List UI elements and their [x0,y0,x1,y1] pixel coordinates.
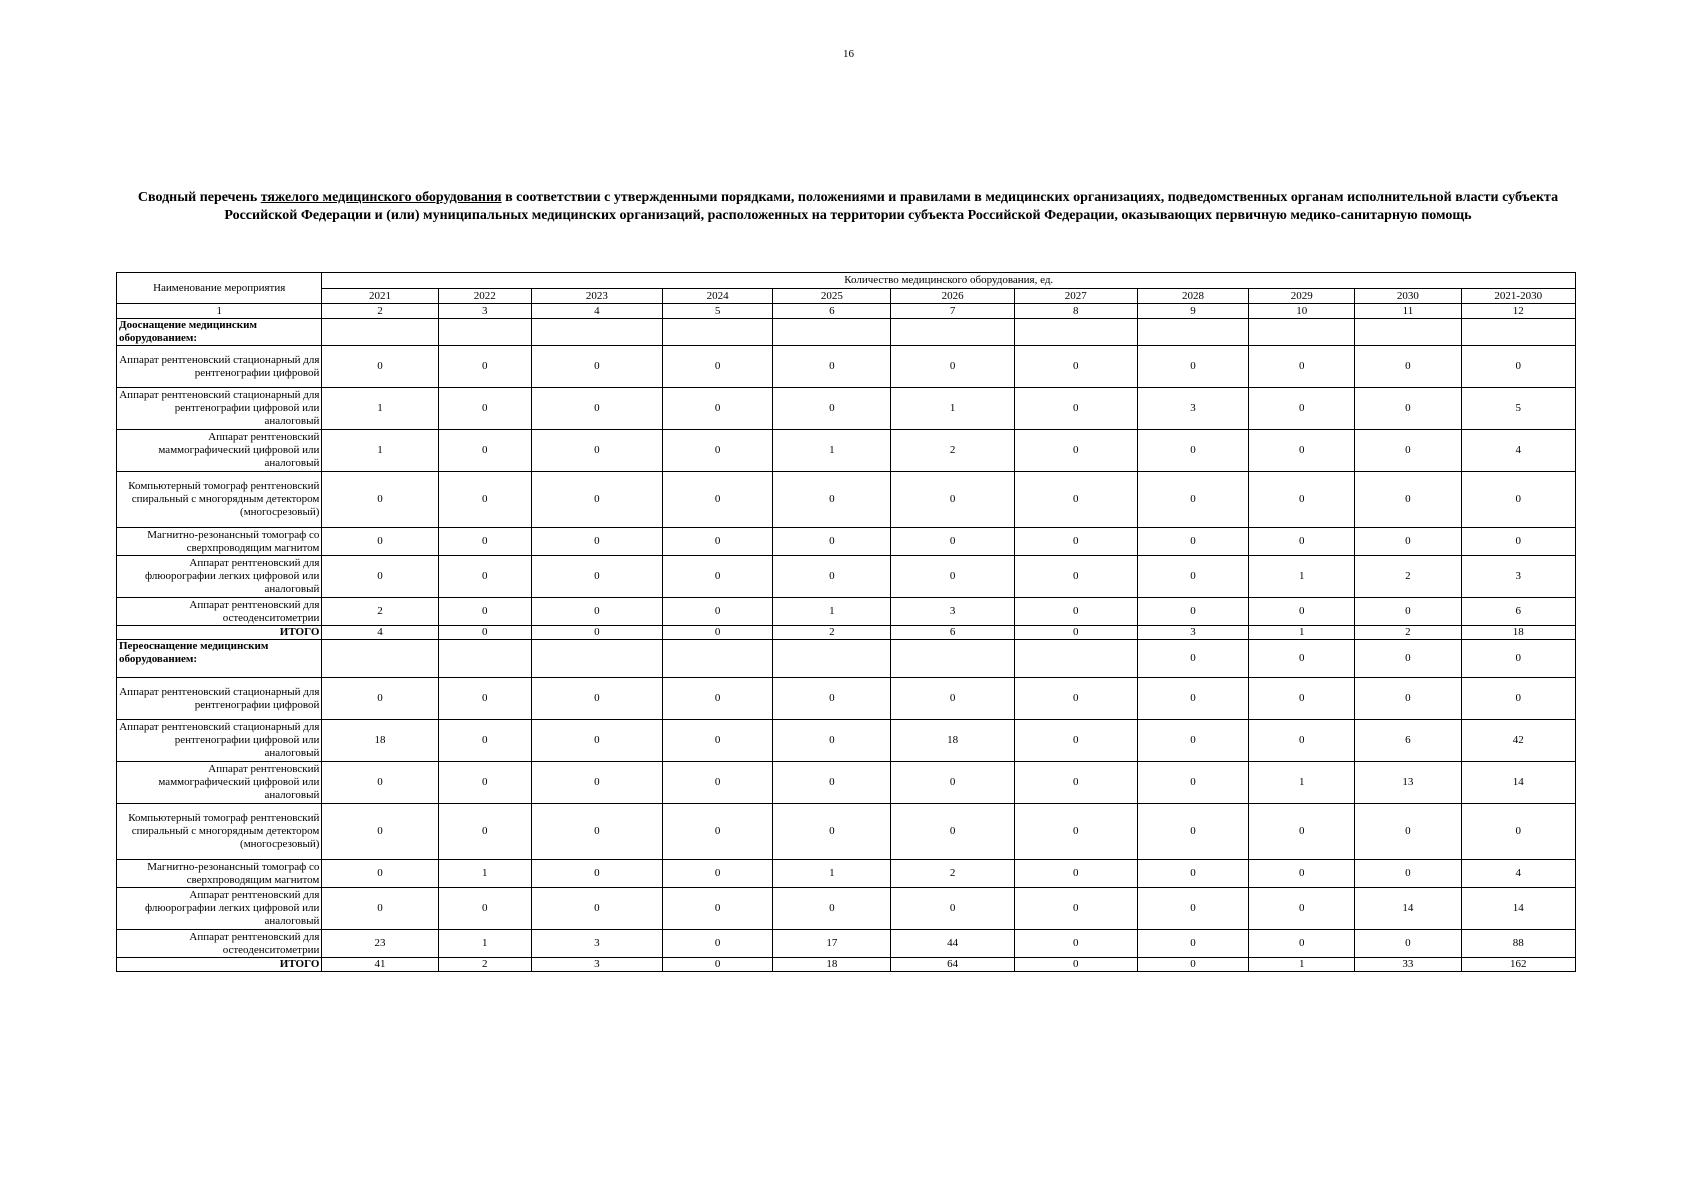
column-number: 3 [438,304,531,319]
total-cell: 18 [773,958,891,972]
equipment-name: Компьютерный томограф рентгеновский спиральный с многорядным детектором (многосрезовый) [117,472,322,528]
total-cell: 2 [1355,626,1461,640]
col-name-header: Наименование мероприятия [117,273,322,304]
equipment-name: Аппарат рентгеновский для остеоденситометрии [117,598,322,626]
table-cell: 6 [1355,720,1461,762]
table-cell: 0 [1137,930,1248,958]
table-cell: 0 [322,860,438,888]
table-cell: 0 [1355,346,1461,388]
table-cell [438,319,531,346]
year-header: 2030 [1355,289,1461,304]
table-row [117,678,1576,720]
table-cell: 0 [1249,640,1355,678]
table-cell: 0 [891,528,1014,556]
table-cell: 0 [1461,346,1575,388]
table-cell: 0 [1461,528,1575,556]
total-cell: 162 [1461,958,1575,972]
table-cell: 0 [1137,640,1248,678]
table-cell: 14 [1461,762,1575,804]
table-cell: 0 [663,388,773,430]
table-cell: 0 [438,556,531,598]
equipment-name: Аппарат рентгеновский стационарный для рентгенографии цифровой [117,346,322,388]
table-cell: 0 [1355,472,1461,528]
table-cell: 0 [531,472,662,528]
table-cell: 0 [531,556,662,598]
total-cell: 2 [438,958,531,972]
equipment-name: Аппарат рентгеновский маммографический цифровой или аналоговый [117,430,322,472]
table-cell: 0 [1461,640,1575,678]
table-cell: 0 [1355,860,1461,888]
table-cell: 3 [1461,556,1575,598]
equipment-name: Аппарат рентгеновский для флюорографии легких цифровой или аналоговый [117,556,322,598]
table-row [117,804,1576,860]
table-cell [891,640,1014,678]
table-cell: 0 [1014,472,1137,528]
table-cell: 0 [1014,678,1137,720]
table-row [117,388,1576,430]
table-cell: 0 [322,804,438,860]
table-cell: 0 [322,762,438,804]
table-cell: 0 [1137,804,1248,860]
year-header: 2023 [531,289,662,304]
table-cell: 0 [773,720,891,762]
table-cell: 88 [1461,930,1575,958]
table-cell [531,640,662,678]
table-cell: 0 [1014,430,1137,472]
table-cell: 0 [891,888,1014,930]
table-cell: 1 [1249,556,1355,598]
table-cell: 2 [322,598,438,626]
table-cell: 0 [891,678,1014,720]
table-cell: 0 [1137,888,1248,930]
table-cell: 0 [1355,640,1461,678]
table-cell: 0 [1014,762,1137,804]
table-cell: 0 [1137,346,1248,388]
table-cell: 0 [1014,860,1137,888]
page-number: 16 [843,48,854,60]
table-cell: 1 [891,388,1014,430]
total-cell: 18 [1461,626,1575,640]
table-cell [1249,319,1355,346]
table-cell: 13 [1355,762,1461,804]
table-cell: 0 [1014,888,1137,930]
column-number: 1 [117,304,322,319]
table-cell: 0 [531,860,662,888]
total-cell: 4 [322,626,438,640]
table-cell: 0 [891,346,1014,388]
table-cell: 0 [1137,678,1248,720]
table-cell: 0 [891,762,1014,804]
table-cell: 0 [773,346,891,388]
table-cell: 0 [438,762,531,804]
table-row [117,556,1576,598]
table-cell: 0 [1014,804,1137,860]
table-cell: 0 [438,888,531,930]
table-cell: 0 [891,804,1014,860]
table-cell: 0 [663,888,773,930]
group-header: Количество медицинского оборудования, ед. [322,273,1576,289]
table-cell: 0 [1249,720,1355,762]
table-cell [663,319,773,346]
total-cell: 0 [663,958,773,972]
table-cell: 0 [1137,720,1248,762]
table-cell: 0 [322,528,438,556]
table-cell [663,640,773,678]
table-cell: 0 [1461,804,1575,860]
column-number: 5 [663,304,773,319]
year-header: 2025 [773,289,891,304]
table-cell: 2 [891,860,1014,888]
total-cell: 0 [1014,958,1137,972]
table-cell: 23 [322,930,438,958]
table-cell: 0 [531,888,662,930]
table-cell: 0 [663,346,773,388]
table-cell: 0 [438,472,531,528]
table-cell: 0 [1249,598,1355,626]
year-header: 2028 [1137,289,1248,304]
table-cell: 1 [773,860,891,888]
total-label: ИТОГО [117,958,322,972]
table-cell: 0 [1137,860,1248,888]
table-cell [891,319,1014,346]
table-cell: 17 [773,930,891,958]
table-cell: 0 [438,528,531,556]
year-header: 2024 [663,289,773,304]
total-cell: 3 [531,958,662,972]
column-number: 11 [1355,304,1461,319]
table-cell: 14 [1355,888,1461,930]
table-cell: 0 [1249,528,1355,556]
table-cell: 0 [1014,346,1137,388]
table-row [117,430,1576,472]
table-cell: 0 [531,388,662,430]
table-cell: 0 [531,346,662,388]
total-row [117,626,1576,640]
table-cell: 1 [438,860,531,888]
table-cell: 0 [438,804,531,860]
table-cell: 0 [1355,678,1461,720]
table-cell: 0 [663,598,773,626]
table-cell: 1 [322,430,438,472]
year-header: 2021 [322,289,438,304]
equipment-name: Магнитно-резонансный томограф со сверхпроводящим магнитом [117,528,322,556]
table-cell: 42 [1461,720,1575,762]
total-cell: 1 [1249,626,1355,640]
year-header: 2027 [1014,289,1137,304]
total-row [117,958,1576,972]
table-cell: 0 [1137,556,1248,598]
table-cell: 3 [891,598,1014,626]
table-cell [773,640,891,678]
title-underlined: тяжелого медицинского оборудования [260,190,502,205]
table-cell: 18 [891,720,1014,762]
table-cell [1461,319,1575,346]
table-cell [531,319,662,346]
section-title: Дооснащение медицинским оборудованием: [117,319,322,346]
table-cell: 0 [891,556,1014,598]
table-row [117,720,1576,762]
table-cell: 0 [1249,860,1355,888]
section-row [117,319,1576,346]
table-cell: 0 [663,860,773,888]
table-cell: 0 [322,556,438,598]
column-number: 8 [1014,304,1137,319]
table-row [117,598,1576,626]
table-cell: 0 [531,762,662,804]
equipment-name: Аппарат рентгеновский стационарный для рентгенографии цифровой [117,678,322,720]
table-cell: 4 [1461,430,1575,472]
table-cell: 0 [531,804,662,860]
table-cell [1355,319,1461,346]
table-cell: 14 [1461,888,1575,930]
table-row [117,528,1576,556]
table-cell: 0 [1249,678,1355,720]
table-cell: 0 [438,388,531,430]
table-cell: 0 [1249,388,1355,430]
table-cell [1014,319,1137,346]
table-cell: 0 [531,528,662,556]
equipment-name: Компьютерный томограф рентгеновский спиральный с многорядным детектором (многосрезовый) [117,804,322,860]
table-cell: 18 [322,720,438,762]
equipment-table [116,272,1576,972]
table-cell: 0 [1249,472,1355,528]
table-cell: 0 [1014,528,1137,556]
total-cell: 0 [1137,958,1248,972]
table-cell [1014,640,1137,678]
document-title [122,189,1574,225]
total-cell: 1 [1249,958,1355,972]
table-cell [438,640,531,678]
total-cell: 0 [531,626,662,640]
table-cell [322,319,438,346]
table-cell: 1 [773,430,891,472]
table-cell: 0 [663,556,773,598]
equipment-name: Аппарат рентгеновский маммографический цифровой или аналоговый [117,762,322,804]
total-cell: 0 [663,626,773,640]
table-row [117,346,1576,388]
table-cell: 0 [1014,598,1137,626]
year-header: 2029 [1249,289,1355,304]
total-cell: 2 [773,626,891,640]
table-cell: 0 [438,678,531,720]
section-title: Переоснащение медицинским оборудованием: [117,640,322,678]
table-cell: 1 [322,388,438,430]
column-number: 4 [531,304,662,319]
table-cell: 0 [1249,346,1355,388]
table-cell: 44 [891,930,1014,958]
table-cell: 2 [891,430,1014,472]
table-cell: 0 [773,388,891,430]
table-cell: 0 [1355,528,1461,556]
equipment-name: Аппарат рентгеновский стационарный для рентгенографии цифровой или аналоговый [117,720,322,762]
table-cell: 0 [531,720,662,762]
table-cell: 0 [1137,430,1248,472]
table-cell: 0 [1137,762,1248,804]
column-number: 7 [891,304,1014,319]
total-cell: 6 [891,626,1014,640]
year-header: 2026 [891,289,1014,304]
total-label: ИТОГО [117,626,322,640]
table-cell: 0 [663,720,773,762]
table-cell: 0 [663,762,773,804]
table-row [117,860,1576,888]
column-number: 12 [1461,304,1575,319]
column-number: 10 [1249,304,1355,319]
table-cell: 0 [1249,430,1355,472]
table-cell: 0 [322,888,438,930]
table-cell: 0 [1355,804,1461,860]
table-cell: 0 [1355,388,1461,430]
table-cell: 0 [773,804,891,860]
title-prefix: Сводный перечень [137,190,261,205]
table-cell: 4 [1461,860,1575,888]
table-cell: 0 [1137,528,1248,556]
total-cell: 3 [1137,626,1248,640]
table-cell: 0 [1461,678,1575,720]
total-cell: 41 [322,958,438,972]
table-cell: 0 [663,528,773,556]
table-cell: 0 [322,678,438,720]
table-cell: 0 [773,762,891,804]
table-cell: 3 [1137,388,1248,430]
total-cell: 0 [1014,626,1137,640]
total-cell: 0 [438,626,531,640]
table-cell: 0 [773,528,891,556]
table-row [117,888,1576,930]
table-cell: 0 [531,678,662,720]
title-suffix: в соответствии с утвержденными порядками, положениями и правилами в медицинских организациях, подведомственных органам исполнительной власти субъекта Российской Федерации и (или) муниципальных медицинских организаций, расположенных на территории субъекта Российской Федерации, оказывающих первичную медико-санитарную помощь [224,190,1559,223]
table-cell [1137,319,1248,346]
column-number: 6 [773,304,891,319]
section-row [117,640,1576,678]
table-cell [773,319,891,346]
table-cell: 1 [438,930,531,958]
table-cell: 0 [322,472,438,528]
table-cell: 0 [773,472,891,528]
equipment-name: Магнитно-резонансный томограф со сверхпроводящим магнитом [117,860,322,888]
table-cell: 0 [1014,388,1137,430]
table-cell: 0 [438,720,531,762]
table-cell: 0 [773,556,891,598]
table-cell: 0 [1014,556,1137,598]
table-cell: 0 [1137,598,1248,626]
total-cell: 33 [1355,958,1461,972]
table-cell: 0 [663,804,773,860]
table-cell [322,640,438,678]
table-cell: 0 [773,888,891,930]
table-cell: 0 [438,346,531,388]
table-cell: 0 [1014,930,1137,958]
table-cell: 0 [438,430,531,472]
table-cell: 0 [1355,430,1461,472]
table-cell: 0 [438,598,531,626]
table-cell: 0 [891,472,1014,528]
table-cell: 0 [1137,472,1248,528]
column-number: 2 [322,304,438,319]
table-cell: 0 [531,598,662,626]
table-cell: 0 [773,678,891,720]
table-cell: 0 [663,678,773,720]
table-cell: 0 [1355,598,1461,626]
table-cell: 0 [1355,930,1461,958]
total-cell: 64 [891,958,1014,972]
column-number: 9 [1137,304,1248,319]
table-cell: 2 [1355,556,1461,598]
equipment-name: Аппарат рентгеновский для флюорографии легких цифровой или аналоговый [117,888,322,930]
table-cell: 0 [663,930,773,958]
table-row [117,472,1576,528]
table-cell: 0 [663,430,773,472]
equipment-name: Аппарат рентгеновский стационарный для рентгенографии цифровой или аналоговый [117,388,322,430]
table-cell: 3 [531,930,662,958]
table-cell: 0 [1014,720,1137,762]
table-cell: 0 [1249,888,1355,930]
table-cell: 1 [1249,762,1355,804]
table-cell: 1 [773,598,891,626]
table-row [117,930,1576,958]
table-cell: 6 [1461,598,1575,626]
table-cell: 5 [1461,388,1575,430]
table-cell: 0 [322,346,438,388]
table-cell: 0 [531,430,662,472]
equipment-name: Аппарат рентгеновский для остеоденситометрии [117,930,322,958]
table-cell: 0 [1249,930,1355,958]
table-cell: 0 [1249,804,1355,860]
table-cell: 0 [1461,472,1575,528]
year-header: 2022 [438,289,531,304]
year-header: 2021-2030 [1461,289,1575,304]
table-cell: 0 [663,472,773,528]
table-row [117,762,1576,804]
